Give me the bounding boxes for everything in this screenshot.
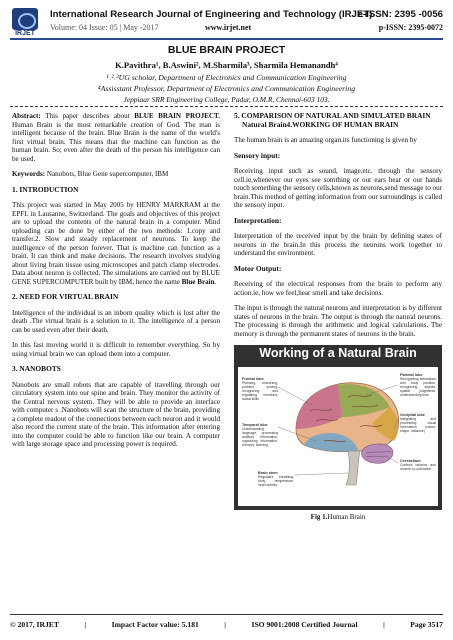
figure-panel (238, 367, 438, 506)
interpretation-text: Interpretation of the received input by the brain by defining states of neurons in the brain.In this process the neurons work together to understand the environment. (234, 232, 442, 257)
p-issn: p-ISSN: 2395-0072 (378, 23, 443, 32)
footer-copyright: © 2017, IRJET (10, 620, 59, 629)
label-occipital-lobe (400, 413, 436, 433)
processing-text: The input is through the natural neurons and interpretation is by different states of neurons in the brain. The output is through the natural neurons. The processing is through the arithmetic and logical calculations. The memory is through the permanent states of neurons in the brain. (234, 304, 442, 338)
label-frontal-title: Frontal lobe (242, 377, 264, 381)
section-heading-nanobots: 3. NANOBOTS (12, 364, 61, 373)
label-cerebellum (400, 459, 436, 471)
figure-caption (234, 513, 442, 522)
journal-header (10, 8, 443, 42)
volume-issue: Volume: 04 Issue: 05 | May -2017 (50, 23, 159, 32)
label-parietal-lobe (400, 373, 436, 397)
affiliation-line-1: ¹˒²˒³UG scholar, Department of Electronics and Communication Engineering (106, 73, 347, 82)
label-cerebellum-text: Controls balance and muscle co-ordination (400, 463, 436, 471)
introduction-text-2: . (214, 277, 217, 286)
footer-iso: ISO 9001:2008 Certified Journal (251, 620, 358, 629)
keywords-label: Keywords: (12, 170, 46, 178)
label-occipital-text: Integrating and processing visual information (colour, shape, distance) (400, 417, 436, 433)
section-separator (10, 106, 443, 107)
section-heading-comparison: 5. COMPARISON OF NATURAL AND SIMULATED BRAIN (234, 111, 431, 120)
footer-divider: | (224, 620, 226, 629)
paper-authors: K.Pavithra¹, B.Aswini², M.Sharmila³, Sharmila Hemanandh⁴ (115, 60, 338, 70)
brain-figure (234, 345, 442, 510)
label-temporal-lobe (242, 423, 278, 447)
journal-title: International Research Journal of Engineering and Technology (IRJET) (50, 9, 373, 20)
label-temporal-text: Understanding language, processing auditory information, organizing information, memory, learning (242, 427, 278, 447)
affiliation-line-2: ⁴Assisstant Professor, Department of Electronics and Communication Engineering (97, 84, 356, 93)
footer-impact-factor: Impact Factor value: 5.181 (111, 620, 199, 629)
journal-logo (12, 8, 42, 38)
paper-title: BLUE BRAIN PROJECT (167, 44, 286, 56)
label-brain-stem (258, 471, 294, 487)
sensory-input-heading: Sensory input: (234, 150, 281, 160)
logo-icon (12, 8, 38, 30)
nanobots-text: Nanobots are small robots that are capable of travelling through our circulatory system into our spine and brain. They monitor the activity of the Central nervous system. They will be able to provide an interface with computer s .Nanobots will scan the structure of the brain, providing a complete readout of the connections between each neuron and it would also record the current state of the brain. This information after entering into the computer could be able to function like our brain. A computer with large storage space and processing power is required. (12, 380, 220, 448)
need-paragraph-1: Intelligence of the individual is an inborn quality which is lost after the death .The virtual brain is a solution to it. The intelligence of a person can be used even after their death. (12, 308, 220, 334)
label-brainstem-text: Regulates breathing, body temperature, heart activity (258, 475, 294, 487)
label-parietal-text: Recognizing sensations and body position, recognizing objects, spatial judgments, understanding time (400, 377, 436, 397)
working-intro-text: The human brain is an amazing organ.its functioning is given by (234, 136, 417, 144)
keywords (12, 170, 220, 179)
introduction-bold: Blue Brain (181, 277, 215, 286)
label-parietal-title: Parietal lobe (400, 373, 423, 377)
abstract-bold: BLUE BRAIN PROJECT. (134, 112, 220, 120)
page-footer (10, 620, 443, 629)
abstract-text-2: Human Brain is the most remarkable creation of God. The man is intelligent because of the brain. Blue Brain is the name of the world's first virtual brain. This means that the machine can function as the human brain. So; even after the death of the person his intelligence can be used. (12, 120, 220, 163)
keywords-text: Nanobots, Blue Gene supercomputer, IBM (45, 170, 169, 178)
abstract-text: This paper describes about (40, 112, 135, 120)
figure-caption-prefix: Fig 1. (310, 513, 328, 521)
label-occipital-title: Occipital lobe (400, 413, 425, 417)
abstract (12, 112, 220, 163)
header-rule (10, 38, 443, 40)
interpretation-heading: Interpretation: (234, 215, 282, 225)
label-brainstem-title: Brain stem (258, 471, 278, 475)
label-cerebellum-title: Cerebellum (400, 459, 421, 463)
logo-text: IRJET (15, 30, 35, 37)
section-subheading-working: Natural Brain4.WORKING OF HUMAN BRAIN (242, 119, 399, 129)
abstract-label: Abstract: (12, 112, 41, 120)
journal-website[interactable]: www.irjet.net (205, 23, 252, 32)
footer-page-number: Page 3517 (410, 620, 443, 629)
section-heading-introduction: 1. INTRODUCTION (12, 184, 79, 194)
sensory-input-text: Receiving input such as sound, image,etc. through the sensory cell.ie,whenever our eyes see somthing or our ears hear or our hands touch something the sensory cells,known as neurons,send message to our brain.This method of getting information from our surroundings is called the sensory input. (234, 167, 442, 209)
motor-output-heading: Motor Output: (234, 263, 282, 273)
footer-rule (10, 614, 443, 615)
affiliation-line-3: Jeppiaar SRR Engineering College, Padur, O.M.R, Chennai-603 103. (123, 95, 330, 104)
footer-divider: | (84, 620, 87, 629)
label-frontal-text: Planning, reasoning, problem solving, recognizing and regulating emotions, social skills (242, 381, 278, 401)
left-column (12, 112, 220, 456)
label-temporal-title: Temporal lobe (242, 423, 268, 427)
label-frontal-lobe (242, 377, 278, 401)
right-column (234, 112, 442, 522)
section-heading-need: 2. NEED FOR VIRTUAL BRAIN (12, 292, 119, 301)
figure-title: Working of a Natural Brain (259, 346, 417, 360)
need-paragraph-2: In this fast moving world it is difficult to remember everything. So by using virtual brain we can upload them into a computer. (12, 341, 220, 358)
figure-caption-text: Human Brain (327, 513, 366, 521)
introduction-text-1: This project was started in May 2005 by HENRY MARKRAM at the EPFL in Lausanne, Switzerland. The goals and objectives of this project are to upload the contents of the natural brain in a computer. Mind uploading can be done by either of the two methods: 1.copy and transfer.2. Slow and steady replacement of neurons. To keep the intelligence of the person forever. That is machine can function as a brain. It can think and make decisions. The research involves studying about living brain tissue using microscopes and patch clamp electrodes. Data about neuron is collected. The simulations are carried out by BLUE GENE SUPERCOMPUTER built by IBM, hence the name (12, 201, 220, 286)
e-issn: e-ISSN: 2395 -0056 (357, 9, 443, 20)
motor-output-text: Receiving of the electrical responses from the brain to perform any action.ie, how we feel,hear smell and take decisions. (234, 280, 442, 297)
footer-divider: | (383, 620, 385, 629)
introduction-text (12, 201, 220, 286)
